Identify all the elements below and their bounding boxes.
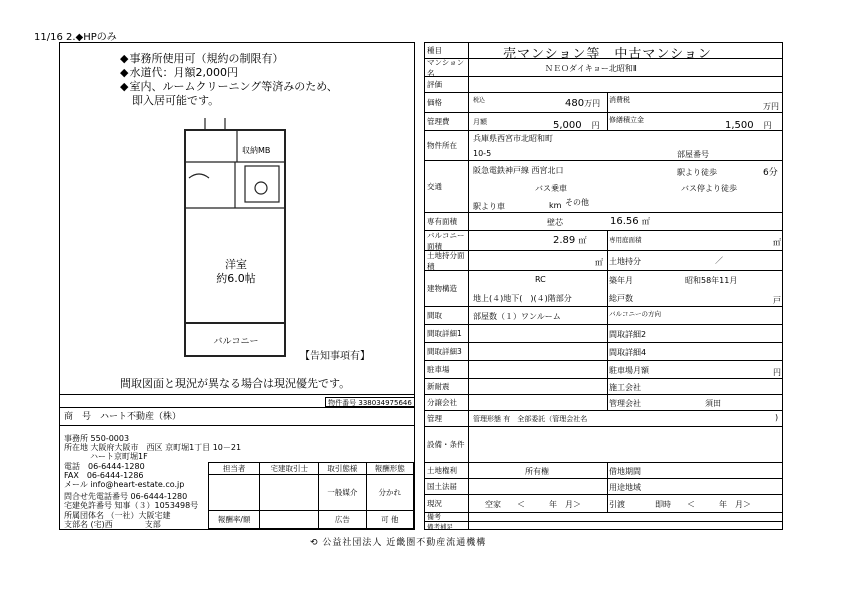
address-label: 所在地	[64, 443, 88, 452]
property-details: 種目 売マンション等 中古マンション マンション名 ＮＥＯダイキョー北昭和Ⅱ 評価 価格 税込 480万円 消費税 万円 管理費 月額 5,000 円 修繕積立金 1,500 円 物件所在 兵庫県西宮市北昭和町 10-5 部屋番号 交通 阪急電鉄神戸線 西宮北口 駅より徒歩 6分 バス乗車 バス停より徒歩 駅より車 km その他 専有面積 壁芯 16.56 ㎡ バルコニー面積 2.89 ㎡ 専用庭面積 ㎡ 土地持分面積 ㎡ 土地持分 ／ 建物構造 RC 地上(４)地下( )(４)階部分 築年月 昭和58年11月 総戸数 戸 間取 部屋数（１）ワンルーム バルコニーの方向 間取詳細1 間取詳細2 間取詳細3 間取詳細4 駐車場 駐車場月額 円 新耐震 施工会社 分譲会社 管理会社 須田 管理 管理形態 有 全部委託（管理会社名 ) 設備・条件 土地権利 所有権 借地期間 国土法届 用途地域 現況 空家 ＜ 年 月＞ 引渡 即時 ＜ 年 月＞ 備考 備考補足	[424, 42, 783, 530]
mgmt-yen: 円	[591, 121, 600, 130]
parking-fee-label: 駐車場月額	[609, 366, 649, 375]
layout-detail-2-label: 間取詳細2	[609, 330, 647, 339]
license: 知事（３）1053498号	[114, 501, 199, 510]
staff-header-deal: 取引態様	[319, 463, 366, 475]
land-share-label: 土地持分面積	[425, 251, 469, 270]
land-share-unit: ㎡	[595, 258, 603, 267]
plan-caption: 間取図面と現況が異なる場合は現況優先です。	[120, 377, 351, 390]
staff-header-person: 担当者	[209, 463, 260, 475]
facilities-label: 設備・条件	[425, 427, 469, 462]
units-label: 総戸数	[609, 294, 633, 303]
office-postal: 550-0003	[90, 434, 130, 443]
address-building: ハート京町堀1F	[90, 452, 148, 461]
inquiry-label: 問合せ先電話番号	[64, 492, 128, 501]
tel: 06-6444-1280	[88, 462, 145, 471]
train-line: 阪急電鉄神戸線 西宮北口	[473, 166, 564, 175]
car-label: 駅より車	[473, 202, 505, 211]
mgmt-company-label: 管理会社	[609, 399, 641, 408]
land-right-value: ／	[715, 256, 723, 265]
sale-company-label: 分譲会社	[425, 395, 469, 410]
property-notes	[120, 52, 338, 108]
location-label: 物件所在	[425, 131, 469, 160]
balcony-area: 2.89	[553, 235, 576, 246]
builder-label: 施工会社	[609, 383, 641, 392]
deal-type: 一般媒介	[319, 475, 366, 511]
storage-label: 収納	[242, 146, 258, 155]
tel-label: 電話	[64, 462, 80, 471]
balcony-direction-label: バルコニーの方向	[609, 310, 661, 318]
area-value: 16.56	[610, 216, 639, 227]
area-label: 専有面積	[425, 213, 469, 230]
notice-label: 【告知事項有】	[300, 351, 370, 362]
layout-detail-3-label: 間取詳細3	[425, 343, 469, 360]
built-date: 昭和58年11月	[685, 276, 738, 285]
consumption-unit: 万円	[763, 102, 779, 111]
org-logo-icon: ⟲	[310, 538, 319, 548]
garden-area-unit: ㎡	[773, 238, 781, 247]
mgmt-month-label: 月額	[473, 118, 487, 126]
bus-walk-label: バス停より徒歩	[681, 184, 737, 193]
price-unit: 万円	[584, 99, 601, 108]
company-block	[59, 395, 415, 530]
balcony-area-unit: ㎡	[578, 236, 587, 245]
zoning-label: 用途地域	[609, 483, 641, 492]
license-label: 宅建免許番号	[64, 501, 112, 510]
notes-label: 備考補足	[425, 522, 469, 530]
structure: RC	[535, 275, 546, 284]
rating-label: 評価	[425, 77, 469, 92]
branch: (宅)西	[90, 520, 113, 529]
name-label: マンション名	[425, 59, 469, 76]
branch-suffix: 支部	[144, 520, 161, 529]
date-note: 11/16 2.◆HPのみ	[34, 32, 117, 43]
staff-header-agent: 宅建取引士	[260, 463, 319, 475]
handover-label: 引渡	[609, 500, 625, 509]
room-label	[205, 258, 267, 286]
layout: 部屋数（１）ワンルーム	[473, 312, 561, 321]
access-label: 交通	[425, 161, 469, 212]
mb-label: MB	[258, 146, 271, 155]
parking-yen: 円	[773, 368, 781, 377]
walk-label: 駅より徒歩	[677, 168, 717, 177]
balcony-label: バルコニー	[213, 337, 259, 347]
assoc: （一社）大阪宅建	[106, 511, 171, 520]
inquiry-tel: 06-6444-1280	[130, 492, 188, 501]
ad-value: 可	[381, 515, 389, 524]
office-label: 事務所	[64, 434, 88, 443]
branch-label: 支部名	[64, 520, 88, 529]
walk-unit: 分	[768, 168, 778, 178]
floors: 地上(４)地下( )(４)階部分	[473, 294, 572, 303]
area-unit: ㎡	[641, 217, 650, 226]
land-law-label: 国土法届	[425, 479, 469, 494]
land-right-type-label: 土地権利	[425, 463, 469, 478]
price-label: 価格	[425, 93, 469, 112]
mgmt-fee: 5,000	[553, 120, 582, 131]
structure-label: 建物構造	[425, 271, 469, 306]
status-label: 現況	[425, 495, 469, 512]
document-number: 物件番号 338034975646	[325, 397, 415, 407]
mgmt-company: 須田	[705, 399, 721, 408]
bus-ride-label: バス乗車	[535, 184, 567, 193]
mail[interactable]: info@heart-estate.co.jp	[90, 480, 185, 489]
fee-type: 分かれ	[366, 475, 413, 511]
location: 兵庫県西宮市北昭和町	[473, 134, 553, 143]
consumption-label: 消費税	[609, 96, 630, 104]
other-label: 他	[390, 515, 399, 524]
staff-header-fee: 報酬形態	[366, 463, 413, 475]
repair-label: 修繕積立金	[609, 116, 644, 124]
land-right-label: 土地持分	[609, 257, 641, 266]
room-name: 洋室	[225, 258, 247, 271]
handover: 即時	[655, 500, 671, 509]
price-tax-label: 税込	[473, 97, 486, 104]
other-access: その他	[565, 198, 589, 207]
note-move-in: 即入居可能です。	[132, 94, 220, 107]
balcony-area-label: バルコニー面積	[425, 231, 469, 250]
staff-table	[208, 462, 414, 529]
mail-label: メール	[64, 480, 88, 489]
note-cleaning: ◆ 室内、ルームクリーニング等済みのため、	[120, 80, 338, 94]
fax: 06-6444-1286	[86, 471, 144, 480]
footer-org	[310, 535, 486, 548]
km-unit: km	[549, 201, 562, 210]
price-value: 480	[565, 98, 585, 109]
trade-label: 商 号	[64, 412, 92, 422]
address: 大阪府大阪市 西区 京町堀1丁目 10－21	[90, 443, 242, 452]
note-office-use: ◆ 事務所使用可（規約の制限有）	[120, 52, 338, 66]
walk-minutes: 6	[763, 168, 769, 178]
location-block: 10-5	[473, 149, 492, 158]
built-label: 築年月	[609, 276, 633, 285]
mgmt-form: 管理形態 有 全部委託（管理会社名	[473, 415, 588, 423]
lease-label: 借地期間	[609, 467, 641, 476]
note-water-fee: ◆ 水道代：月額2,000円	[120, 66, 338, 80]
trade-name: ハート不動産（株）	[100, 412, 182, 422]
repair-fee: 1,500	[725, 120, 754, 131]
parking-label: 駐車場	[425, 361, 469, 378]
assoc-label: 所属団体名	[64, 511, 104, 520]
layout-detail-1-label: 間取詳細1	[425, 325, 469, 342]
seismic-label: 新耐震	[425, 379, 469, 394]
mgmt-label: 管理費	[425, 113, 469, 130]
land-right-type: 所有権	[525, 467, 549, 476]
mgmt-form-label: 管理	[425, 411, 469, 426]
remarks-label: 備考	[425, 513, 469, 521]
layout-detail-4-label: 間取詳細4	[609, 348, 647, 357]
repair-yen: 円	[763, 121, 772, 130]
fee-label: 報酬率/額	[209, 511, 260, 529]
org-name: 公益社団法人 近畿圏不動産流通機構	[322, 538, 487, 548]
fax-label: FAX	[64, 471, 79, 480]
property-name: ＮＥＯダイキョー北昭和Ⅱ	[545, 64, 637, 73]
room-size: 約6.0帖	[216, 272, 256, 285]
area-type: 壁芯	[547, 218, 563, 227]
status: 空家	[485, 500, 501, 509]
type-label: 種目	[425, 43, 469, 58]
units-suffix: 戸	[773, 296, 781, 305]
property-type-title: 売マンション等 中古マンション	[503, 47, 712, 62]
garden-area-label: 専用庭面積	[609, 236, 642, 244]
floor-plan-drawing	[175, 118, 295, 368]
room-no-label: 部屋番号	[677, 150, 709, 159]
ad-label: 広告	[319, 511, 366, 529]
layout-label: 間取	[425, 307, 469, 324]
